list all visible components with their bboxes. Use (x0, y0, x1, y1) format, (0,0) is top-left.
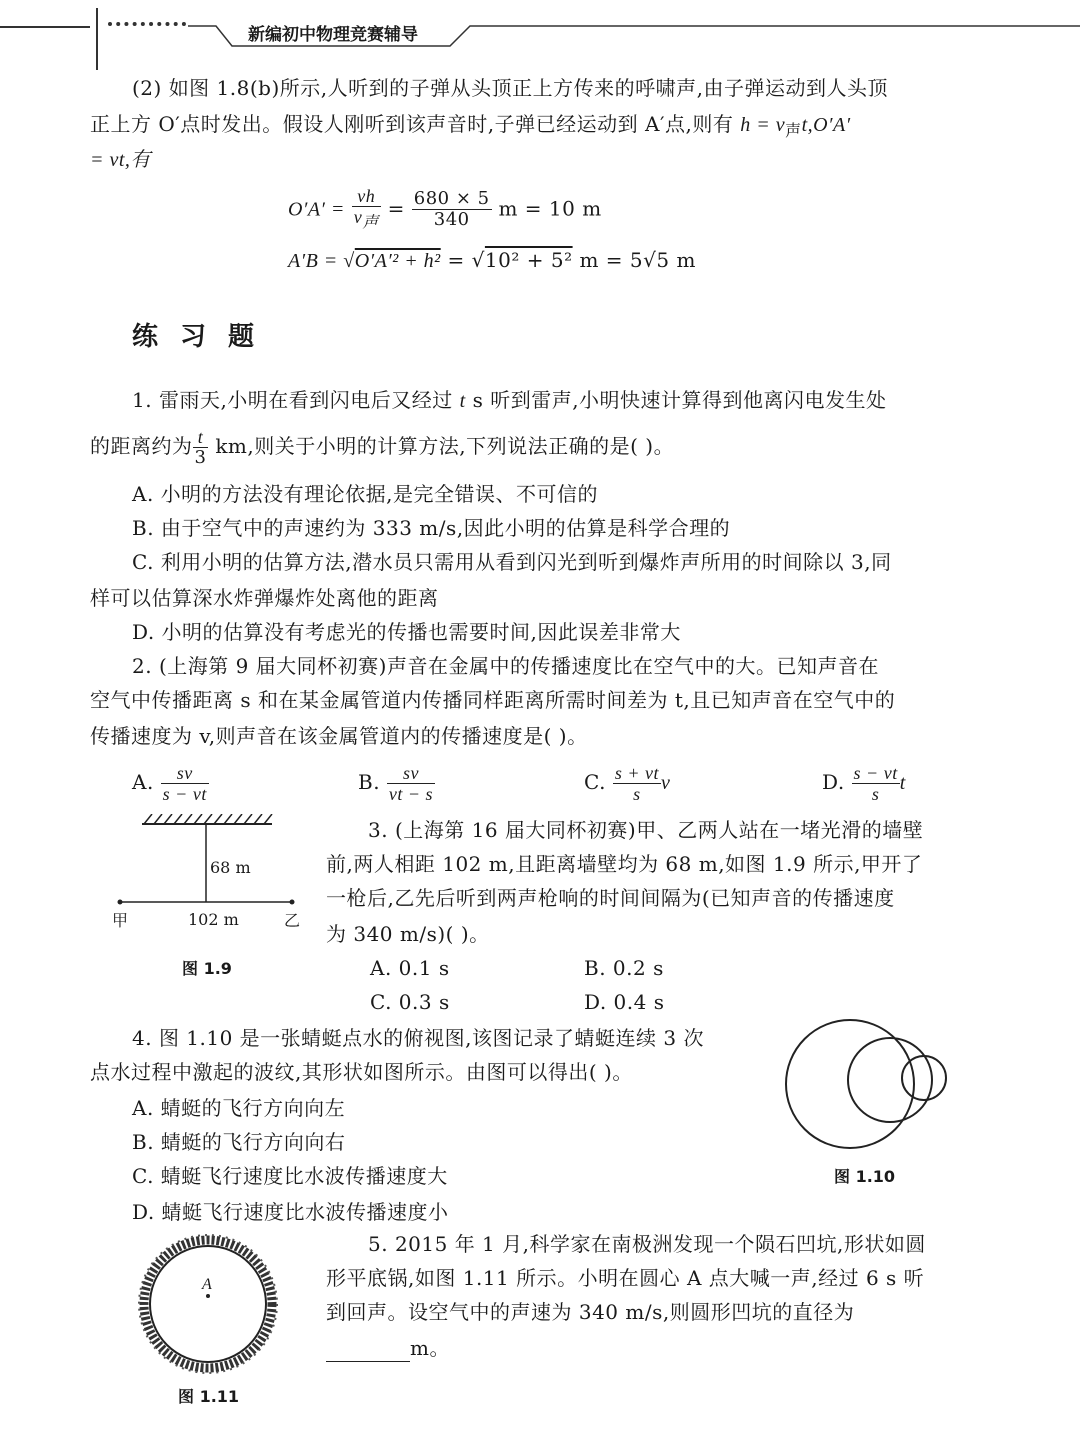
solution-line-3: = vt,有 (90, 149, 151, 171)
eq2-rhs: m = 5√5 m (579, 248, 696, 272)
q2-a-den: s − vt (162, 784, 207, 804)
eq1-lhs: O′A′ = (288, 198, 345, 221)
q4-option-a: A. 蜻蜓的飞行方向向左 (132, 1096, 346, 1120)
q2-b-frac (387, 763, 435, 804)
q4-line-2: 点水过程中激起的波纹,其形状如图所示。由图可以得出( )。 (90, 1060, 633, 1084)
q5-line-4-tail: m。 (410, 1336, 450, 1360)
q3-line-2: 前,两人相距 102 m,且距离墙壁均为 68 m,如图 1.9 所示,甲开了 (326, 852, 923, 876)
q5-line-3: 到回声。设空气中的声速为 340 m/s,则圆形凹坑的直径为 (326, 1300, 855, 1324)
q3-line-3: 一枪后,乙先后听到两声枪响的时间间隔为(已知声音的传播速度 (326, 886, 895, 910)
q2-c-num: s + vt (614, 763, 659, 783)
eq2-radicand-2: 10² + 5² (484, 248, 573, 272)
solution-line-2-text: 正上方 O′点时发出。假设人刚听到该声音时,子弹已经运动到 A′点,则有 (90, 112, 734, 136)
q3-option-b: B. 0.2 s (584, 956, 664, 980)
q2-c-frac (613, 763, 661, 804)
q4-option-b: B. 蜻蜓的飞行方向向右 (132, 1130, 346, 1154)
eq2-mid: = √ (447, 248, 485, 272)
q1-option-b: B. 由于空气中的声速约为 333 m/s,因此小明的估算是科学合理的 (132, 516, 731, 540)
q1-option-a: A. 小明的方法没有理论依据,是完全错误、不可信的 (132, 482, 599, 506)
wall-hatch (144, 814, 272, 824)
q2-d-den: s (871, 784, 880, 804)
fig-1-9-person-jia: 甲 (112, 911, 129, 930)
q2-b-den: vt − s (388, 784, 434, 804)
q1-stem-2-tail: km,则关于小明的计算方法,下列说法正确的是( )。 (215, 434, 675, 458)
q5-answer-blank[interactable] (326, 1341, 410, 1362)
solution-line-2 (90, 110, 851, 145)
eq2-radicand-1: O′A′² + h² (354, 250, 441, 272)
figure-1-10 (776, 1018, 976, 1158)
header-dots (108, 22, 186, 32)
q1-option-d: D. 小明的估算没有考虑光的传播也需要时间,因此误差非常大 (132, 620, 681, 644)
fig-1-9-height-label: 68 m (210, 858, 251, 877)
fig-1-11-center-label: A (202, 1276, 212, 1293)
q2-line-1: 2. (上海第 9 届大同杯初赛)声音在金属中的传播速度比在空气中的大。已知声音在 (132, 654, 879, 678)
q2-d-frac (852, 763, 900, 804)
q3-line-4: 为 340 m/s)( )。 (326, 922, 490, 946)
solution-line-1: (2) 如图 1.8(b)所示,人听到的子弹从头顶正上方传来的呼啸声,由子弹运动到人头顶 (132, 76, 888, 100)
q1-stem-1 (132, 386, 887, 415)
fig-1-9-caption: 图 1.9 (182, 959, 232, 978)
q3-option-d: D. 0.4 s (584, 990, 665, 1014)
q2-c-den: s (633, 784, 641, 804)
solution-line-2-sub: 声 (785, 121, 802, 140)
eq1-frac-2 (412, 189, 492, 230)
q1-stem-1-text: 1. 雷雨天,小明在看到闪电后又经过 (132, 388, 453, 412)
fig-1-9-width-label: 102 m (188, 910, 239, 929)
eq1-den-2: 340 (433, 209, 470, 231)
q2-option-c (584, 760, 670, 805)
q1-fraction (193, 427, 209, 468)
q1-frac-num: t (193, 427, 209, 448)
q2-d-tail: t (899, 772, 906, 794)
q3-option-c: C. 0.3 s (370, 990, 450, 1014)
solution-line-2-eq: h = v (740, 114, 786, 136)
q2-option-b (358, 760, 435, 804)
q4-option-d: D. 蜻蜓飞行速度比水波传播速度小 (132, 1200, 449, 1224)
center-point (206, 1294, 210, 1298)
equation-1 (288, 186, 602, 234)
q1-stem-1-var: t (459, 390, 466, 412)
q5-line-4 (326, 1334, 450, 1362)
q2-c-label: C. (584, 770, 606, 794)
q2-line-2: 空气中传播距离 s 和在某金属管道内传播同样距离所需时间差为 t,且已知声音在空气中的 (90, 688, 896, 712)
q1-stem-1-tail: s 听到雷声,小明快速计算得到他离闪电发生处 (472, 388, 887, 412)
equation-2 (288, 246, 696, 275)
ripple-small (902, 1056, 946, 1100)
q2-b-label: B. (358, 770, 381, 794)
eq1-den-1-sub: 声 (362, 214, 379, 232)
q2-d-label: D. (822, 770, 845, 794)
header-rule-left (0, 26, 90, 28)
q1-option-c-1: C. 利用小明的估算方法,潜水员只需用从看到闪光到听到爆炸声所用的时间除以 3,同 (132, 550, 892, 574)
q1-frac-den: 3 (194, 447, 207, 468)
eq1-frac-1 (352, 186, 381, 234)
q1-stem-2 (90, 426, 674, 468)
fig-1-10-caption: 图 1.10 (834, 1167, 896, 1186)
q2-a-frac (161, 763, 209, 804)
eq1-den-1: v (353, 207, 363, 227)
fig-1-11-caption: 图 1.11 (178, 1387, 240, 1406)
q1-option-c-2: 样可以估算深水炸弹爆炸处离他的距离 (90, 586, 439, 610)
q2-a-label: A. (132, 770, 154, 794)
eq1-equals: = (387, 196, 405, 221)
eq2-lhs: A′B = √ (288, 250, 355, 272)
q3-line-1: 3. (上海第 16 届大同杯初赛)甲、乙两人站在一堵光滑的墙壁 (368, 818, 924, 842)
q2-option-a (132, 760, 209, 804)
q2-line-3: 传播速度为 v,则声音在该金属管道内的传播速度是( )。 (90, 724, 588, 748)
q2-a-num: sv (161, 763, 209, 784)
header-title: 新编初中物理竞赛辅导 (248, 25, 418, 45)
fig-1-9-person-yi: 乙 (284, 911, 301, 930)
q2-d-num: s − vt (853, 763, 898, 783)
q5-line-2: 形平底锅,如图 1.11 所示。小明在圆心 A 点大喊一声,经过 6 s 听 (326, 1266, 925, 1290)
q5-line-1: 5. 2015 年 1 月,科学家在南极洲发现一个陨石凹坑,形状如圆 (368, 1232, 926, 1256)
q2-c-tail: v (660, 772, 671, 794)
header-tick (96, 8, 98, 70)
ripple-medium (848, 1038, 932, 1122)
eq1-num-2: 680 × 5 (413, 188, 490, 210)
q4-line-1: 4. 图 1.10 是一张蜻蜓点水的俯视图,该图记录了蜻蜓连续 3 次 (132, 1026, 704, 1050)
figure-1-11 (136, 1232, 280, 1376)
q1-stem-2-head: 的距离约为 (90, 434, 193, 458)
q2-option-d (822, 760, 906, 805)
eq1-num-1: vh (352, 186, 381, 207)
eq1-rhs: m = 10 m (498, 196, 602, 221)
solution-line-2-tail: t,O′A′ (801, 114, 851, 136)
section-title: 练习题 (132, 322, 277, 352)
q4-option-c: C. 蜻蜓飞行速度比水波传播速度大 (132, 1164, 448, 1188)
q3-option-a: A. 0.1 s (370, 956, 450, 980)
q2-b-num: sv (387, 763, 435, 784)
